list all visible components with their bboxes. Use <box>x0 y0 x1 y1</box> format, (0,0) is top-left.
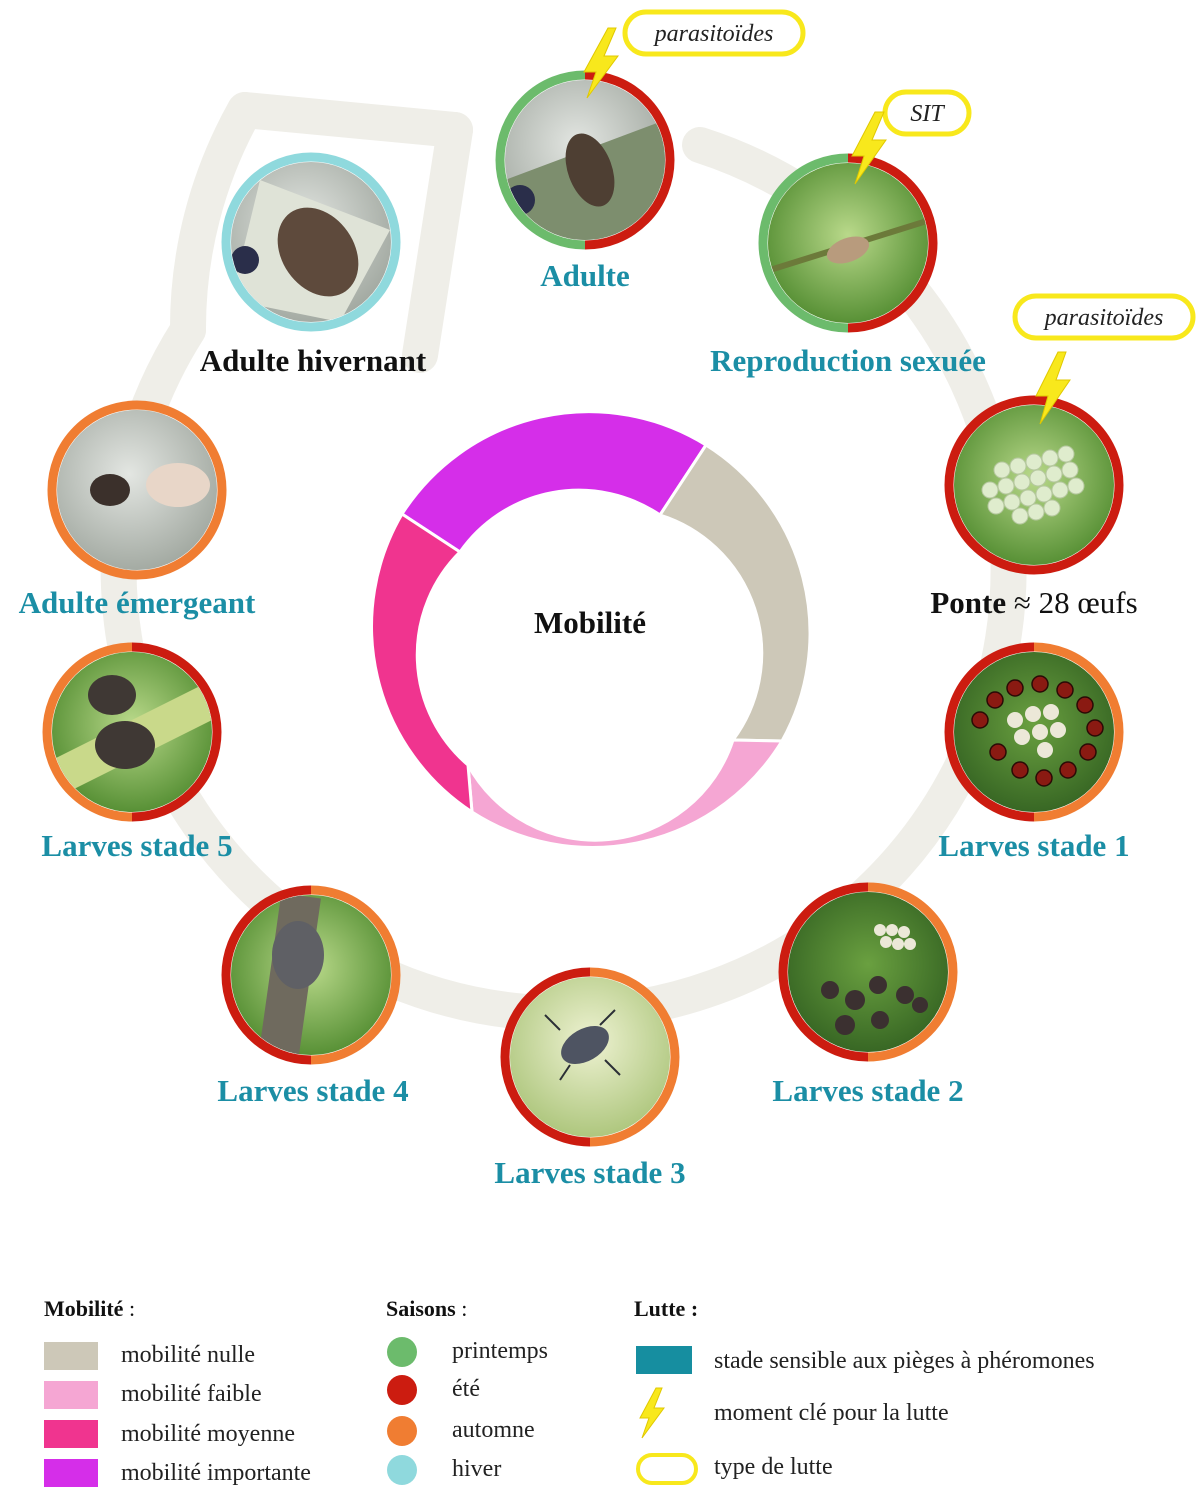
legend-saisons-title-suffix: : <box>455 1296 468 1321</box>
legend-saisons-title <box>386 1296 467 1321</box>
stage-label-larves-2: Larves stade 2 <box>772 1073 964 1108</box>
stage-larves-1 <box>949 647 1119 817</box>
legend-mobilite-title-suffix: : <box>123 1296 136 1321</box>
center-label: Mobilité <box>534 605 646 640</box>
stage-label-adulte-emergeant: Adulte émergeant <box>18 585 256 620</box>
stage-larves-4 <box>226 890 396 1060</box>
legend-mobilite <box>44 1296 311 1487</box>
stage-reproduction <box>763 158 933 328</box>
legend-dot-printemps <box>387 1337 417 1367</box>
legend-label-pieges: stade sensible aux pièges à phéromones <box>714 1348 1095 1374</box>
legend-swatch-mobilite-faible <box>44 1381 98 1409</box>
stage-label-larves-4: Larves stade 4 <box>217 1073 409 1108</box>
legend-swatch-mobilite-moyenne <box>44 1420 98 1448</box>
bubble-icon <box>638 1455 696 1483</box>
stage-adulte-emergeant <box>52 405 222 575</box>
stage-adulte-hivernant <box>226 157 396 327</box>
legend-label-hiver: hiver <box>452 1456 502 1482</box>
legend-label-type-lutte: type de lutte <box>714 1454 833 1480</box>
ponte-label-rest: ≈ 28 œufs <box>1006 585 1138 620</box>
callout-ponte-text: parasitoïdes <box>1044 305 1164 331</box>
legend-saisons <box>386 1296 548 1485</box>
legend-label-moment-cle: moment clé pour la lutte <box>714 1400 949 1426</box>
stage-label-adulte-hivernant: Adulte hivernant <box>199 343 427 378</box>
mobility-segment-faible <box>468 740 782 847</box>
legend-lutte <box>634 1296 1095 1483</box>
legend-dot-hiver <box>387 1455 417 1485</box>
stage-label-larves-5: Larves stade 5 <box>41 828 233 863</box>
legend-label-automne: automne <box>452 1417 535 1443</box>
stage-larves-5 <box>47 647 217 817</box>
stage-ponte <box>949 400 1119 570</box>
legend-label-ete: été <box>452 1376 480 1402</box>
legend-mobilite-title <box>44 1296 135 1321</box>
legend-dot-ete <box>387 1375 417 1405</box>
stage-label-adulte: Adulte <box>540 258 630 293</box>
stage-adulte <box>500 75 670 245</box>
mobility-ring <box>372 412 810 848</box>
stage-label-larves-3: Larves stade 3 <box>494 1155 686 1190</box>
stage-larves-3 <box>505 972 675 1142</box>
legend-label-mobilite-faible: mobilité faible <box>121 1381 262 1407</box>
stage-larves-2 <box>783 887 953 1057</box>
ponte-label-bold: Ponte <box>930 585 1007 620</box>
legend-lutte-title: Lutte : <box>634 1296 699 1321</box>
legend-label-mobilite-nulle: mobilité nulle <box>121 1342 255 1368</box>
callout-adulte-text: parasitoïdes <box>654 21 774 47</box>
teal-rect-icon <box>636 1346 692 1374</box>
legend-label-printemps: printemps <box>452 1338 548 1364</box>
callout-repro-text: SIT <box>910 101 944 127</box>
legend-saisons-title-word: Saisons <box>386 1296 456 1321</box>
stage-label-larves-1: Larves stade 1 <box>938 828 1130 863</box>
legend-label-mobilite-moyenne: mobilité moyenne <box>121 1421 295 1447</box>
mobility-segment-null <box>660 445 810 741</box>
lightning-icon <box>640 1388 664 1438</box>
legend-swatch-mobilite-nulle <box>44 1342 98 1370</box>
stage-label-ponte <box>930 585 1137 620</box>
legend-swatch-mobilite-importante <box>44 1459 98 1487</box>
stage-label-reproduction: Reproduction sexuée <box>710 343 986 378</box>
legend-label-mobilite-importante: mobilité importante <box>121 1460 311 1486</box>
mobility-segment-important <box>402 412 706 552</box>
legend-dot-automne <box>387 1416 417 1446</box>
legend-mobilite-title-word: Mobilité <box>44 1296 124 1321</box>
mobility-segment-moyenne <box>372 514 472 812</box>
